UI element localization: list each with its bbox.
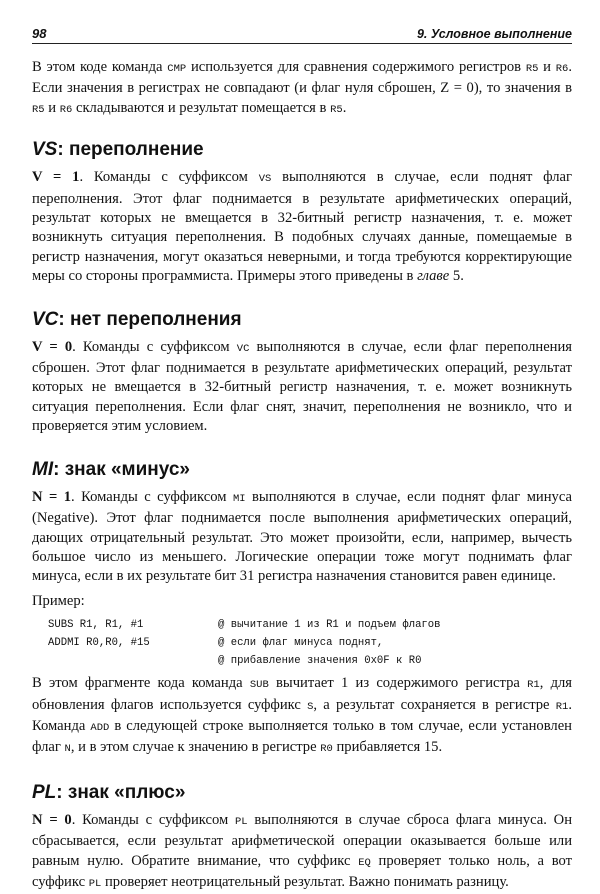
vc-paragraph: V = 0. Команды с суффиксом VC выполняются в случае, если флаг переполнения сброшен. Этот флаг поднимается в результате арифметических операций, результат которых не вмещается в 32-битный регистр назначения, т. е. может возникнуть ситуация переполнения. Если флаг снят, значит, переполнения не возникло, что и проверяется этим условием. bbox=[32, 338, 573, 435]
example-label: Пример: bbox=[32, 592, 85, 609]
page bbox=[32, 26, 572, 894]
code-explanation-paragraph: В этом фрагменте кода команда SUB вычитает 1 из содержимого регистра R1, для обновления флагов используется суффикс S, а результат сохраняется в регистре R1. Команда ADD в следующей строке выполняется только в том случае, если установлен флаг N, и в этом случае к значению в регистре R0 прибавляется 15. bbox=[32, 675, 572, 756]
section-heading-pl: PL: знак «плюс» bbox=[32, 781, 186, 803]
mi-paragraph: N = 1. Команды с суффиксом MI выполняются в случае, если поднят флаг минуса (Negative). Этот флаг поднимается после выполнения арифметических операций, дающих отрицательный результат. Это может произойти, если, например, вычесть большое число из меньшего. Логические операции тоже могут поднимать флаг минуса, если в их результате бит 31 регистра назначения становится равен единице. bbox=[32, 488, 572, 585]
section-heading-vc: VC: нет переполнения bbox=[32, 308, 242, 330]
pl-paragraph: N = 0. Команды с суффиксом PL выполняются в случае сброса флага минуса. Он сбрасывается, если результат арифметической операции оказывается больше или равным нулю. Обратите внимание, что суффикс EQ проверяет только ноль, а вот суффикс PL проверяет неотрицательный результат. Важно понимать разницу. bbox=[32, 811, 573, 890]
intro-paragraph: В этом коде команда CMP используется для сравнения содержимого регистров R5 и R6. Если значения в регистрах не совпадают (и флаг нуля сброшен, Z = 0), то значения в R5 и R6 складываются и результат помещается в R5. bbox=[32, 59, 573, 116]
section-heading-mi: MI: знак «минус» bbox=[32, 458, 190, 480]
code-line: @ прибавление значения 0x0F к R0 bbox=[218, 655, 422, 668]
vs-paragraph: V = 1. Команды с суффиксом VS выполняются в случае, если поднят флаг переполнения. Этот флаг поднимается в результате арифметических операций, результат которых не вмещается в 32-битный регистр назначения, т. е. может возникнуть ситуация переполнения. В подобных случаях данные, помещаемые в регистр назначения, могут оказаться неверными, и тогда требуются корректирующие меры со стороны программиста. Примеры этого приведены в главе 5. bbox=[32, 169, 572, 285]
page-number: 98 bbox=[32, 26, 47, 41]
code-line: SUBS R1, R1, #1 @ вычитание 1 из R1 и подъем флагов bbox=[48, 619, 441, 632]
page-header bbox=[32, 26, 572, 44]
section-heading-vs: VS: переполнение bbox=[32, 139, 204, 161]
code-line: ADDMI R0,R0, #15 @ если флаг минуса поднят, bbox=[48, 637, 384, 650]
running-chapter-title: 9. Условное выполнение bbox=[416, 27, 572, 41]
code-example bbox=[48, 616, 572, 670]
